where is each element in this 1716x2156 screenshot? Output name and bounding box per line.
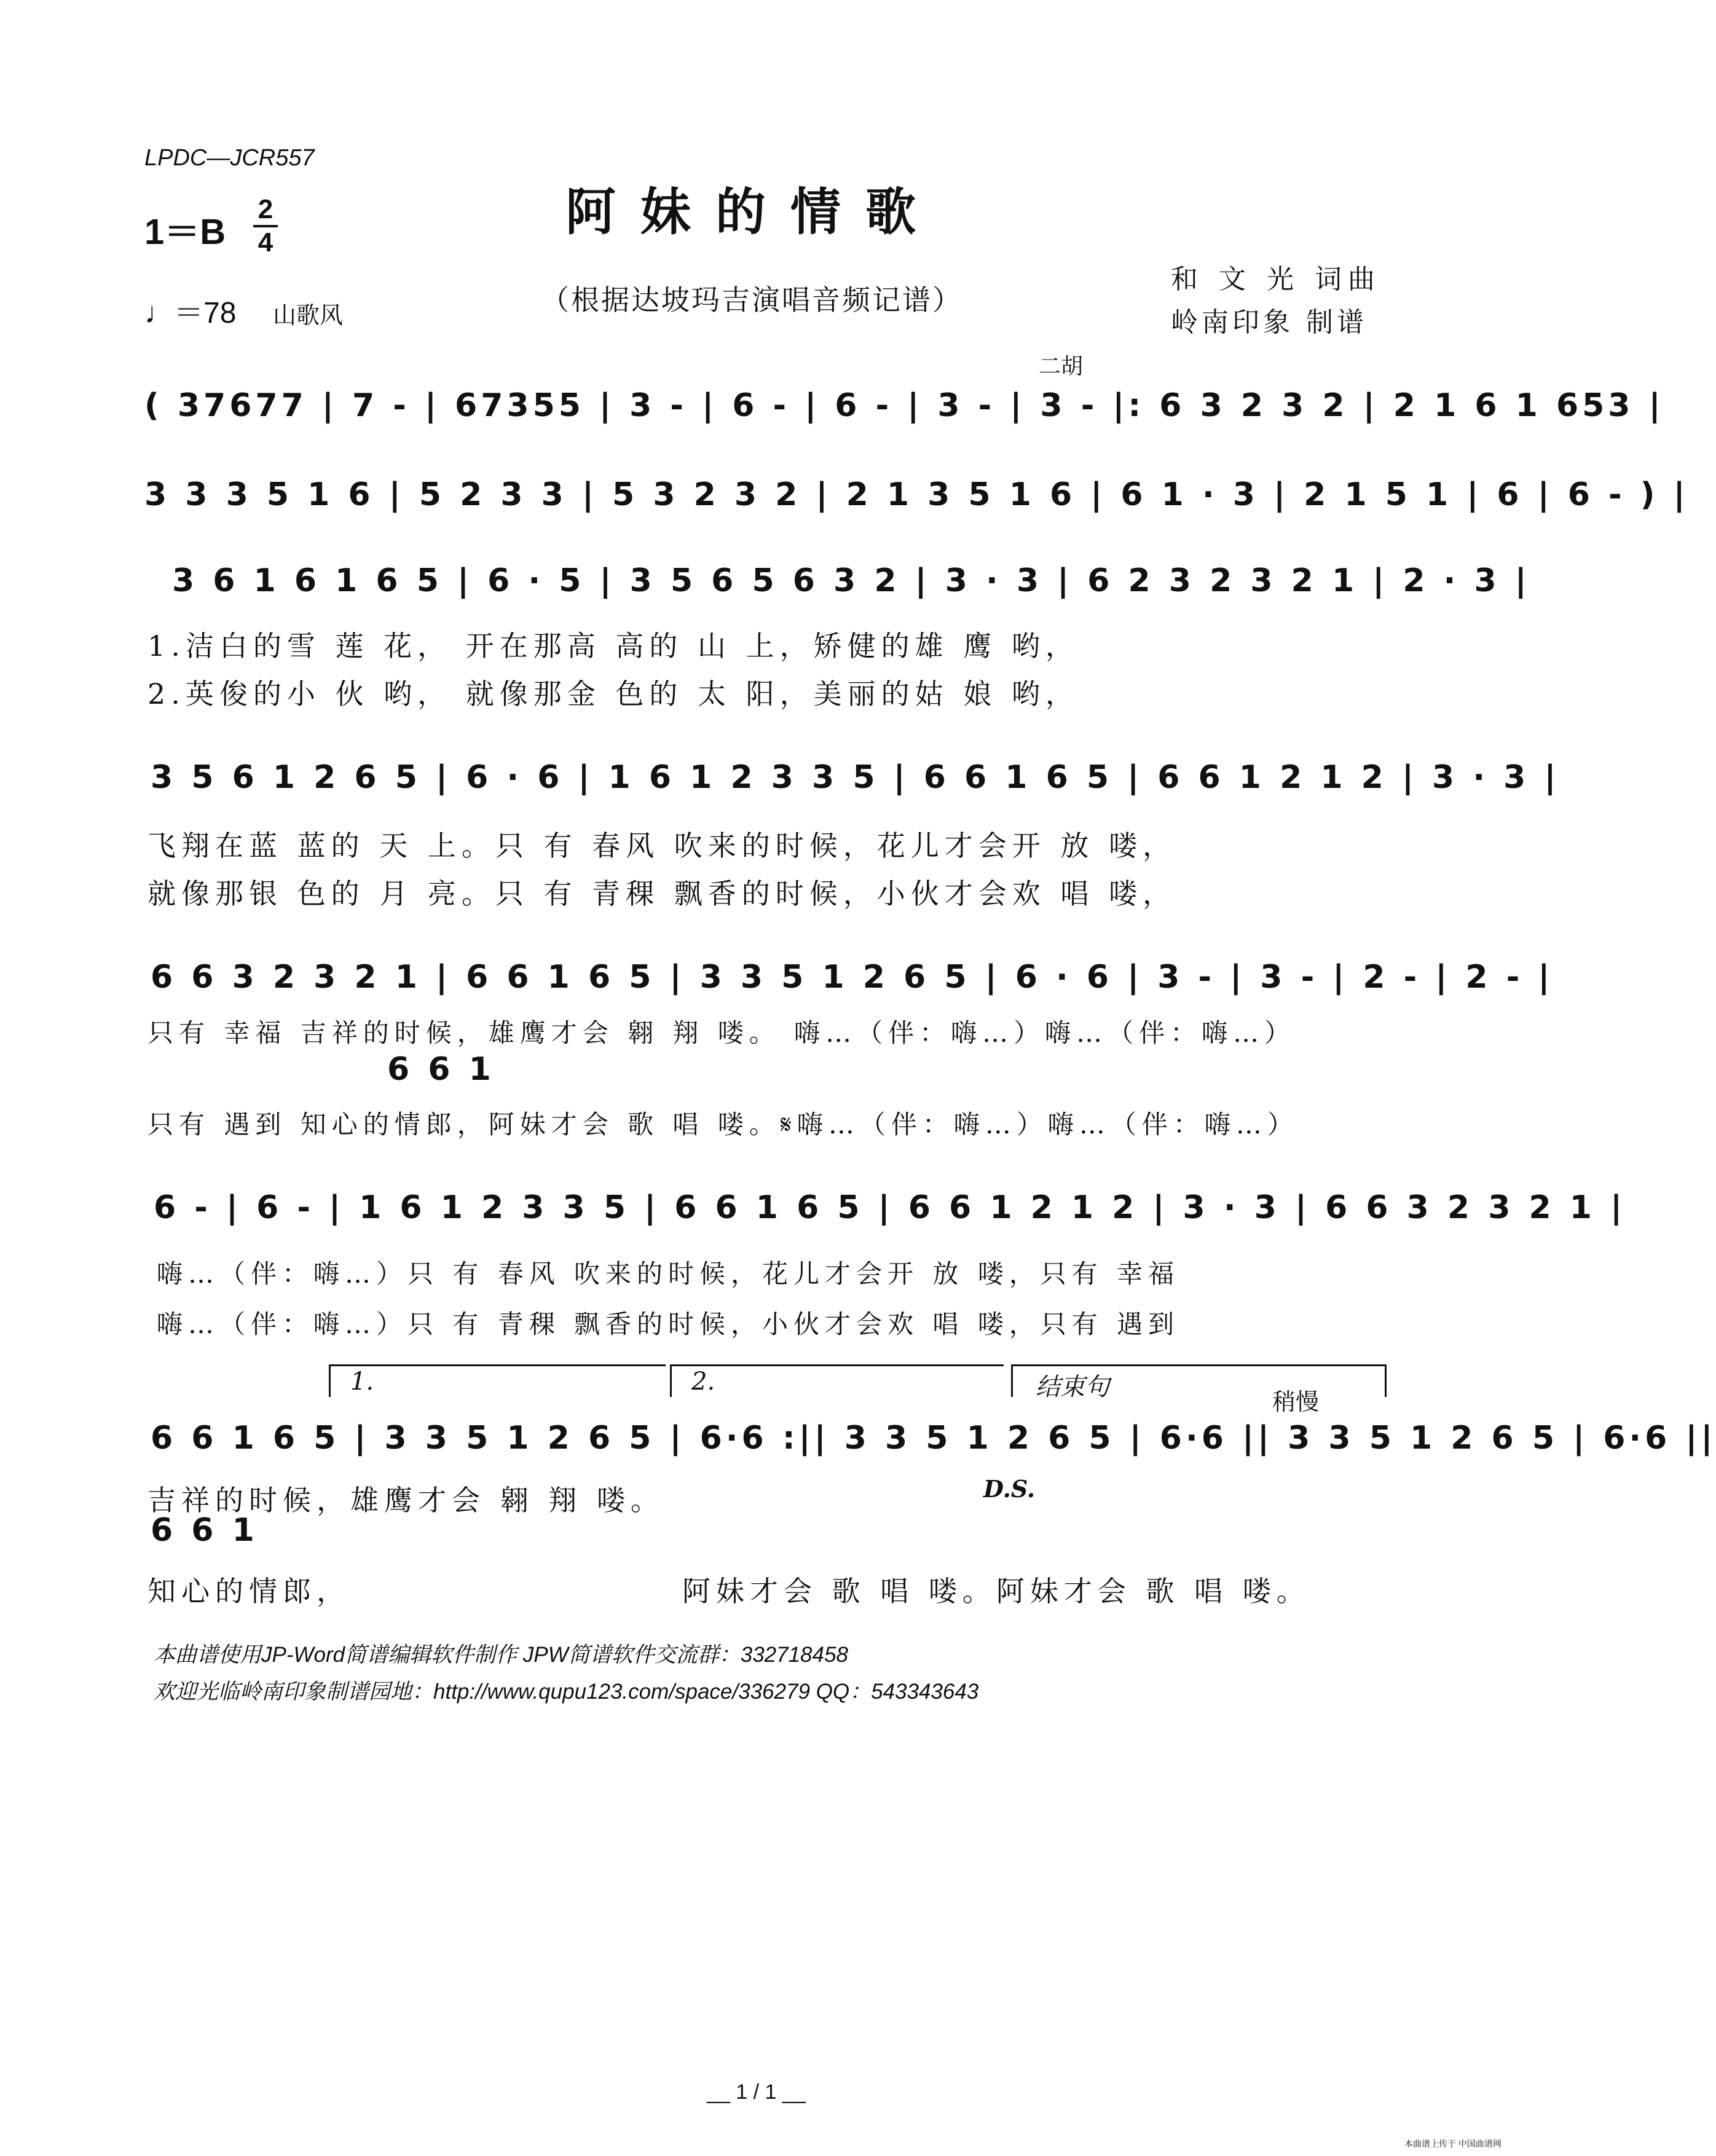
lyric-row-7-verse-2: 知心的情郎，: [148, 1575, 350, 1608]
volta-2-bracket: [670, 1364, 1004, 1397]
song-title: 阿妹的情歌: [565, 183, 941, 242]
lyric-row-6-verse-2: 嗨…（伴：嗨…）只 有 青稞 飘香的时候，小伙才会欢 唱 喽，只有 遇到: [157, 1309, 1180, 1339]
time-signature: [253, 195, 278, 257]
ds-marking: D.S.: [983, 1475, 1036, 1503]
notation-row-6: 6 - | 6 - | 1 6 1 2 3 3 5 | 6 6 1 6 5 | 6 6 1 2 1 2 | 3 · 3 | 6 6 3 2 3 2 1 |: [154, 1189, 1626, 1226]
lyric-row-7-verse-1: 吉祥的时候，雄鹰才会 翱 翔 喽。: [148, 1484, 664, 1517]
notation-row-2: 3 3 3 5 1 6 | 5 2 3 3 | 5 3 2 3 2 | 2 1 3 5 1 6 | 6 1 · 3 | 2 1 5 1 | 6 | 6 - ) |: [144, 476, 1689, 513]
site-watermark: 本曲谱上传于 中国曲谱网: [1404, 2139, 1502, 2149]
subtitle: （根据达坡玛吉演唱音频记谱）: [541, 283, 962, 317]
lyric-row-7-ending: 阿妹才会 歌 唱 喽。阿妹才会 歌 唱 喽。: [682, 1575, 1310, 1608]
lyric-row-6-verse-1: 嗨…（伴：嗨…）只 有 春风 吹来的时候，花儿才会开 放 喽，只有 幸福: [157, 1259, 1180, 1289]
page-number: __ 1 / 1 __: [707, 2080, 806, 2104]
notation-credit: 岭南印象 制谱: [1171, 307, 1368, 338]
volta-2-label: 2.: [691, 1367, 715, 1396]
style-marking: 山歌风: [273, 302, 344, 329]
meter-bottom: 4: [258, 227, 274, 258]
notation-row-3: 3 6 1 6 1 6 5 | 6 · 5 | 3 5 6 5 6 3 2 | 3 · 3 | 6 2 3 2 3 2 1 | 2 · 3 |: [172, 562, 1530, 599]
lyric-row-3-verse-2: 2.英俊的小 伙 哟， 就像那金 色的 太 阳，美丽的姑 娘 哟，: [148, 677, 1079, 710]
lyric-row-3-verse-1: 1.洁白的雪 莲 花， 开在那高 高的 山 上，矫健的雄 鹰 哟，: [148, 629, 1079, 663]
notation-row-7: 6 6 1 6 5 | 3 3 5 1 2 6 5 | 6·6 :|| 3 3 5 1 2 6 5 | 6·6 || 3 3 5 1 2 6 5 | 6·6 ||: [151, 1420, 1716, 1457]
volta-1-bracket: [329, 1364, 666, 1397]
key-signature: 1＝B: [144, 212, 226, 252]
volta-1-label: 1.: [350, 1367, 374, 1396]
lyric-row-4-verse-2: 就像那银 色的 月 亮。只 有 青稞 飘香的时候，小伙才会欢 唱 喽，: [148, 877, 1176, 910]
erhu-annotation: 二胡: [1039, 354, 1084, 379]
lyric-row-4-verse-1: 飞翔在蓝 蓝的 天 上。只 有 春风 吹来的时候，花儿才会开 放 喽，: [148, 829, 1176, 862]
tempo-marking: ♩＝78: [144, 297, 237, 329]
footer-line-2: 欢迎光临岭南印象制谱园地：http://www.qupu123.com/space/336279 QQ：543343643: [154, 1680, 979, 1704]
composer-credit: 和 文 光 词曲: [1171, 264, 1381, 295]
score-code: LPDC—JCR557: [144, 145, 315, 171]
notation-row-1: ( 37677 | 7 - | 67355 | 3 - | 6 - | 6 - | 3 - | 3 - |: 6 3 2 3 2 | 2 1 6 1 653 |: [144, 387, 1664, 424]
lyric-row-5-verse-1: 只有 幸福 吉祥的时候，雄鹰才会 翱 翔 喽。 嗨…（伴：嗨…）嗨…（伴：嗨…）: [148, 1018, 1296, 1048]
coda-label: 结束句: [1036, 1373, 1109, 1401]
alt-notes-row-7: 6 6 1: [151, 1512, 258, 1549]
slow-marking: 稍慢: [1272, 1388, 1320, 1415]
notation-row-4: 3 5 6 1 2 6 5 | 6 · 6 | 1 6 1 2 3 3 5 | 6 6 1 6 5 | 6 6 1 2 1 2 | 3 · 3 |: [151, 759, 1560, 796]
footer-line-1: 本曲谱使用JP-Word简谱编辑软件制作 JPW简谱软件交流群：332718458: [154, 1643, 848, 1667]
lyric-row-5-verse-2: 只有 遇到 知心的情郎，阿妹才会 歌 唱 喽。𝄋嗨…（伴：嗨…）嗨…（伴：嗨…）: [148, 1109, 1299, 1139]
meter-top: 2: [258, 194, 274, 224]
alt-notes-row-5: 6 6 1: [387, 1051, 495, 1088]
notation-row-5: 6 6 3 2 3 2 1 | 6 6 1 6 5 | 3 3 5 1 2 6 5 | 6 · 6 | 3 - | 3 - | 2 - | 2 - |: [151, 959, 1554, 996]
